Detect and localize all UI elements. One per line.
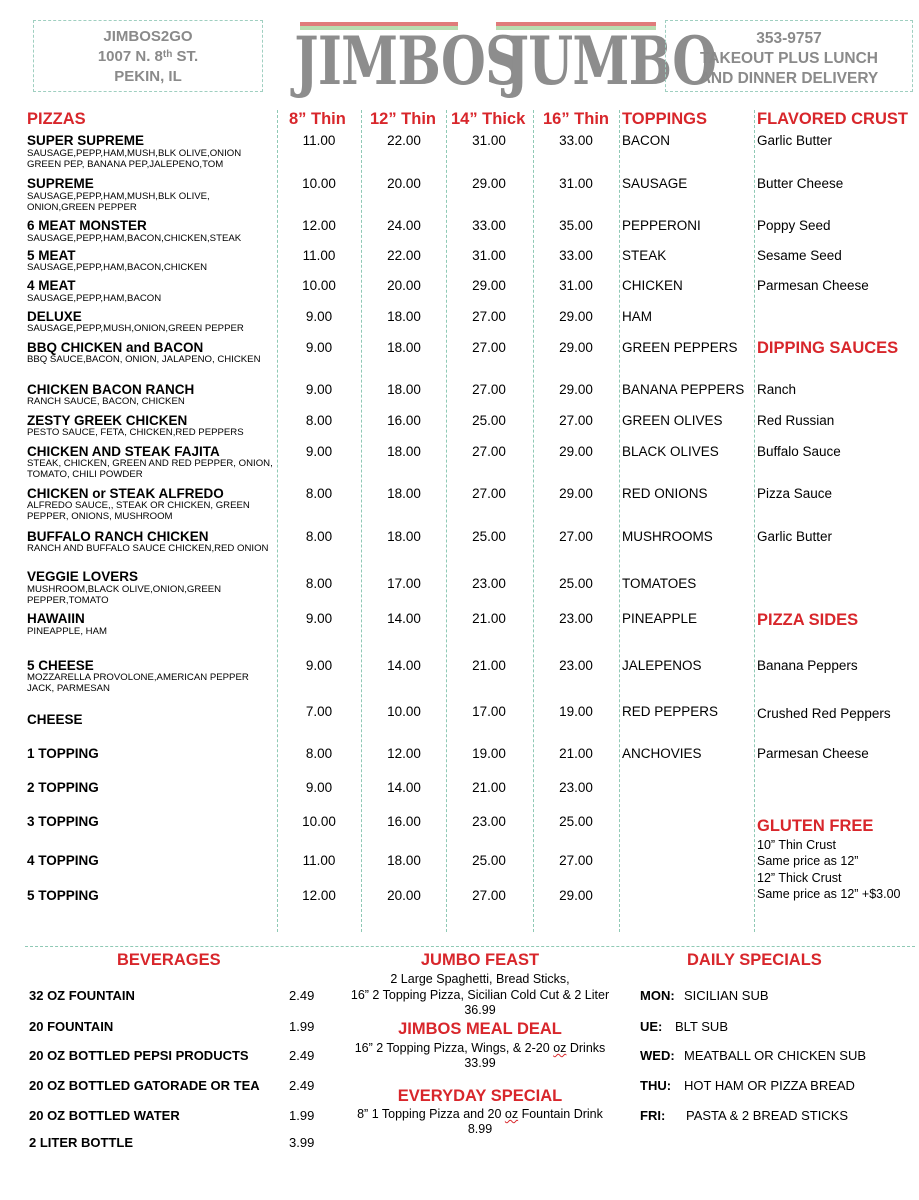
pizza-price: 8.00	[305, 486, 333, 501]
jumbo-feast-line: 2 Large Spaghetti, Bread Sticks,	[390, 972, 570, 986]
pizza-name: CHICKEN BACON RANCH	[27, 382, 195, 397]
store-name: JIMBOS2GO	[103, 28, 193, 45]
beverages-heading: BEVERAGES	[117, 951, 221, 969]
dipping-sauce-item: Red Russian	[757, 413, 835, 428]
meal-deal-price: 33.99	[464, 1056, 496, 1070]
pizza-description: PINEAPPLE, HAM	[27, 626, 107, 637]
everyday-special-line: 8” 1 Topping Pizza and 20 oz Fountain Drink	[357, 1107, 603, 1121]
pizza-price: 33.00	[559, 248, 593, 263]
pizza-price: 24.00	[387, 218, 421, 233]
pizza-price: 27.00	[472, 340, 506, 355]
special-item: HOT HAM OR PIZZA BREAD	[684, 1078, 855, 1093]
special-day: UE:	[640, 1019, 663, 1034]
meal-deal-heading: JIMBOS MEAL DEAL	[398, 1020, 562, 1038]
pizza-price: 33.00	[559, 133, 593, 148]
topping-item: ANCHOVIES	[622, 746, 702, 761]
topping-item: RED PEPPERS	[622, 704, 719, 719]
pizza-name: BBQ CHICKEN and BACON	[27, 340, 204, 355]
special-day: WED:	[640, 1048, 675, 1063]
pizza-price: 29.00	[559, 444, 593, 459]
pizza-name: 3 TOPPING	[27, 814, 99, 829]
topping-item: MUSHROOMS	[622, 529, 713, 544]
pizza-name: DELUXE	[27, 309, 82, 324]
size-heading: 16” Thin	[543, 110, 610, 128]
beverage-name: 20 OZ BOTTLED GATORADE OR TEA	[29, 1078, 260, 1093]
dipping-sauce-item: Garlic Butter	[757, 529, 833, 544]
pizza-name: 4 TOPPING	[27, 853, 99, 868]
pizza-price: 16.00	[387, 413, 421, 428]
pizza-price: 19.00	[472, 746, 506, 761]
pizza-description: SAUSAGE,PEPP,MUSH,ONION,GREEN PEPPER	[27, 323, 244, 334]
pizza-price: 23.00	[472, 576, 506, 591]
pizza-side-item: Banana Peppers	[757, 658, 858, 673]
pizza-description: MOZZARELLA PROVOLONE,AMERICAN PEPPER JACK, PARMESAN	[27, 672, 249, 695]
pizza-price: 19.00	[559, 704, 593, 719]
meal-deal-line: 16” 2 Topping Pizza, Wings, & 2-20 oz Drinks	[354, 1041, 606, 1055]
pizza-price: 17.00	[472, 704, 506, 719]
gluten-free-heading: GLUTEN FREE	[757, 817, 874, 835]
pizza-price: 23.00	[559, 658, 593, 673]
pizza-name: CHICKEN AND STEAK FAJITA	[27, 444, 220, 459]
topping-item: BLACK OLIVES	[622, 444, 719, 459]
size-heading: 8” Thin	[289, 110, 346, 128]
pizza-price: 9.00	[305, 780, 333, 795]
pizza-description: SAUSAGE,PEPP,HAM,BACON,CHICKEN	[27, 262, 208, 273]
topping-item: GREEN PEPPERS	[622, 340, 738, 355]
pizza-price: 18.00	[387, 340, 421, 355]
pizza-description: RANCH AND BUFFALO SAUCE CHICKEN,RED ONION	[27, 543, 269, 554]
pizza-price: 29.00	[559, 486, 593, 501]
pizza-price: 29.00	[559, 888, 593, 903]
pizza-price: 11.00	[302, 853, 336, 868]
everyday-special-price: 8.99	[467, 1122, 493, 1136]
pizza-price: 25.00	[559, 814, 593, 829]
pizza-description: SAUSAGE,PEPP,HAM,BACON,CHICKEN,STEAK	[27, 233, 242, 244]
jumbo-feast-heading: JUMBO FEAST	[420, 951, 540, 969]
pizza-price: 12.00	[302, 218, 336, 233]
special-day: FRI:	[640, 1108, 666, 1123]
pizza-price: 17.00	[387, 576, 421, 591]
pizza-price: 10.00	[387, 704, 421, 719]
pizza-sides-heading: PIZZA SIDES	[757, 611, 859, 629]
flavored-crust-item: Garlic Butter	[757, 133, 833, 148]
pizza-price: 27.00	[472, 888, 506, 903]
column-divider	[361, 110, 362, 932]
pizza-price: 27.00	[559, 529, 593, 544]
pizza-name: 6 MEAT MONSTER	[27, 218, 147, 233]
pizza-price: 9.00	[305, 444, 333, 459]
pizza-price: 20.00	[387, 888, 421, 903]
beverage-name: 20 OZ BOTTLED WATER	[29, 1108, 180, 1123]
everyday-special-heading: EVERYDAY SPECIAL	[397, 1087, 563, 1105]
pizza-price: 25.00	[472, 529, 506, 544]
pizza-price: 21.00	[559, 746, 593, 761]
pizza-price: 16.00	[387, 814, 421, 829]
pizzas-heading: PIZZAS	[27, 110, 86, 128]
topping-item: GREEN OLIVES	[622, 413, 723, 428]
flavored-crust-item: Sesame Seed	[757, 248, 842, 263]
pizza-price: 9.00	[305, 309, 333, 324]
dipping-sauce-item: Pizza Sauce	[757, 486, 833, 501]
pizza-price: 31.00	[559, 176, 593, 191]
dipping-sauce-item: Ranch	[757, 382, 797, 397]
gluten-free-line: Same price as 12” +$3.00	[757, 887, 901, 901]
jumbo-feast-line: 16” 2 Topping Pizza, Sicilian Cold Cut & 2 Liter	[350, 988, 610, 1002]
pizza-price: 18.00	[387, 309, 421, 324]
pizza-price: 7.00	[305, 704, 333, 719]
pizza-description: PESTO SAUCE, FETA, CHICKEN,RED PEPPERS	[27, 427, 244, 438]
pizza-price: 21.00	[472, 780, 506, 795]
pizza-price: 27.00	[472, 309, 506, 324]
pizza-price: 14.00	[387, 658, 421, 673]
pizza-price: 31.00	[559, 278, 593, 293]
pizza-price: 27.00	[472, 444, 506, 459]
pizza-price: 25.00	[472, 853, 506, 868]
city: PEKIN, IL	[114, 68, 182, 85]
pizza-price: 10.00	[302, 278, 336, 293]
pizza-name: 5 MEAT	[27, 248, 76, 263]
toppings-heading: TOPPINGS	[622, 110, 707, 128]
pizza-side-item: Crushed Red Peppers	[757, 706, 891, 721]
topping-item: RED ONIONS	[622, 486, 708, 501]
pizza-description: SAUSAGE,PEPP,HAM,MUSH,BLK OLIVE,ONION GREEN PEP, BANANA PEP,JALEPENO,TOM	[27, 148, 242, 171]
pizza-price: 14.00	[387, 611, 421, 626]
pizza-name: SUPREME	[27, 176, 94, 191]
pizza-name: CHEESE	[27, 712, 83, 727]
beverage-name: 20 OZ BOTTLED PEPSI PRODUCTS	[29, 1048, 249, 1063]
topping-item: JALEPENOS	[622, 658, 702, 673]
logo-jumbo: JUMBO	[486, 22, 656, 92]
pizza-price: 22.00	[387, 248, 421, 263]
beverage-price: 2.49	[289, 1048, 315, 1063]
topping-item: BACON	[622, 133, 671, 148]
beverage-price: 2.49	[289, 988, 315, 1003]
pizza-name: BUFFALO RANCH CHICKEN	[27, 529, 209, 544]
pizza-side-item: Parmesan Cheese	[757, 746, 869, 761]
pizza-price: 25.00	[472, 413, 506, 428]
pizza-price: 12.00	[302, 888, 336, 903]
size-heading: 12” Thin	[370, 110, 437, 128]
pizza-price: 23.00	[559, 611, 593, 626]
topping-item: STEAK	[622, 248, 667, 263]
pizza-description: SAUSAGE,PEPP,HAM,MUSH,BLK OLIVE, ONION,GREEN PEPPER	[27, 191, 210, 214]
pizza-price: 33.00	[472, 218, 506, 233]
pizza-price: 11.00	[302, 133, 336, 148]
pizza-price: 27.00	[472, 486, 506, 501]
special-item: BLT SUB	[675, 1019, 728, 1034]
special-item: PASTA & 2 BREAD STICKS	[686, 1108, 849, 1123]
pizza-description: STEAK, CHICKEN, GREEN AND RED PEPPER, ONION, TOMATO, CHILI POWDER	[27, 458, 273, 481]
beverage-name: 32 OZ FOUNTAIN	[29, 988, 135, 1003]
column-divider	[754, 110, 755, 932]
pizza-price: 29.00	[472, 278, 506, 293]
pizza-price: 20.00	[387, 176, 421, 191]
pizza-price: 18.00	[387, 382, 421, 397]
pizza-name: 4 MEAT	[27, 278, 76, 293]
topping-item: HAM	[622, 309, 652, 324]
daily-specials-heading: DAILY SPECIALS	[687, 951, 822, 969]
topping-item: PINEAPPLE	[622, 611, 698, 626]
special-item: MEATBALL OR CHICKEN SUB	[684, 1048, 867, 1063]
pizza-price: 31.00	[472, 133, 506, 148]
tagline: TAKEOUT PLUS LUNCH	[700, 50, 878, 67]
pizza-description: MUSHROOM,BLACK OLIVE,ONION,GREEN PEPPER,TOMATO	[27, 584, 222, 607]
topping-item: TOMATOES	[622, 576, 697, 591]
pizza-price: 9.00	[305, 611, 333, 626]
pizza-price: 29.00	[559, 309, 593, 324]
pizza-price: 29.00	[559, 340, 593, 355]
pizza-price: 8.00	[305, 746, 333, 761]
flavored-crust-item: Parmesan Cheese	[757, 278, 869, 293]
pizza-price: 20.00	[387, 278, 421, 293]
special-day: THU:	[640, 1078, 672, 1093]
column-divider	[619, 110, 620, 932]
pizza-price: 10.00	[302, 814, 336, 829]
pizza-price: 22.00	[387, 133, 421, 148]
pizza-description: BBQ SAUCE,BACON, ONION, JALAPENO, CHICKEN	[27, 354, 261, 365]
gluten-free-line: 10” Thin Crust	[757, 838, 836, 852]
pizza-price: 18.00	[387, 444, 421, 459]
pizza-price: 9.00	[305, 340, 333, 355]
gluten-free-line: Same price as 12”	[757, 854, 859, 868]
pizza-description: RANCH SAUCE, BACON, CHICKEN	[27, 396, 185, 407]
pizza-price: 18.00	[387, 529, 421, 544]
pizza-price: 25.00	[559, 576, 593, 591]
contact-box	[665, 20, 913, 92]
pizza-price: 10.00	[302, 176, 336, 191]
pizza-price: 27.00	[472, 382, 506, 397]
pizza-price: 9.00	[305, 658, 333, 673]
column-divider	[277, 110, 278, 932]
beverage-price: 1.99	[289, 1019, 315, 1034]
pizza-price: 18.00	[387, 486, 421, 501]
gluten-free-line: 12” Thick Crust	[757, 871, 842, 885]
pizza-description: SAUSAGE,PEPP,HAM,BACON	[27, 293, 162, 304]
topping-item: BANANA PEPPERS	[622, 382, 745, 397]
topping-item: SAUSAGE	[622, 176, 688, 191]
dipping-sauces-heading: DIPPING SAUCES	[757, 339, 899, 357]
beverage-price: 3.99	[289, 1135, 315, 1150]
pizza-price: 8.00	[305, 413, 333, 428]
pizza-price: 18.00	[387, 853, 421, 868]
pizza-name: 5 CHEESE	[27, 658, 94, 673]
pizza-name: 2 TOPPING	[27, 780, 99, 795]
pizza-price: 35.00	[559, 218, 593, 233]
beverage-name: 20 FOUNTAIN	[29, 1019, 114, 1034]
address-box	[33, 20, 263, 92]
pizza-price: 23.00	[559, 780, 593, 795]
pizza-price: 29.00	[472, 176, 506, 191]
pizza-name: ZESTY GREEK CHICKEN	[27, 413, 188, 428]
pizza-price: 31.00	[472, 248, 506, 263]
pizza-price: 12.00	[387, 746, 421, 761]
special-day: MON:	[640, 988, 675, 1003]
beverage-price: 2.49	[289, 1078, 315, 1093]
dipping-sauce-item: Buffalo Sauce	[757, 444, 841, 459]
phone-number: 353-9757	[756, 30, 822, 47]
topping-item: PEPPERONI	[622, 218, 701, 233]
section-divider	[25, 946, 915, 947]
street-address: 1007 N. 8th ST.	[97, 48, 199, 65]
beverage-price: 1.99	[289, 1108, 315, 1123]
pizza-price: 21.00	[472, 611, 506, 626]
special-item: SICILIAN SUB	[684, 988, 769, 1003]
pizza-name: SUPER SUPREME	[27, 133, 145, 148]
pizza-price: 29.00	[559, 382, 593, 397]
column-divider	[446, 110, 447, 932]
beverage-name: 2 LITER BOTTLE	[29, 1135, 133, 1150]
flavored-crust-heading: FLAVORED CRUST	[757, 110, 908, 128]
pizza-name: 1 TOPPING	[27, 746, 99, 761]
pizza-name: HAWAIIN	[27, 611, 85, 626]
pizza-price: 27.00	[559, 413, 593, 428]
logo-jimbos: JIMBOS	[294, 22, 522, 100]
flavored-crust-item: Poppy Seed	[757, 218, 831, 233]
pizza-price: 23.00	[472, 814, 506, 829]
topping-item: CHICKEN	[622, 278, 683, 293]
pizza-name: VEGGIE LOVERS	[27, 569, 139, 584]
pizza-price: 9.00	[305, 382, 333, 397]
pizza-price: 27.00	[559, 853, 593, 868]
tagline: AND DINNER DELIVERY	[699, 70, 879, 87]
pizza-price: 8.00	[305, 576, 333, 591]
pizza-price: 14.00	[387, 780, 421, 795]
pizza-price: 21.00	[472, 658, 506, 673]
jumbo-feast-price: 36.99	[464, 1003, 496, 1017]
column-divider	[533, 110, 534, 932]
pizza-name: CHICKEN or STEAK ALFREDO	[27, 486, 224, 501]
flavored-crust-item: Butter Cheese	[757, 176, 844, 191]
pizza-name: 5 TOPPING	[27, 888, 99, 903]
pizza-description: ALFREDO SAUCE,, STEAK OR CHICKEN, GREEN PEPPER, ONIONS, MUSHROOM	[27, 500, 250, 523]
pizza-price: 8.00	[305, 529, 333, 544]
size-heading: 14” Thick	[451, 110, 526, 128]
pizza-price: 11.00	[302, 248, 336, 263]
